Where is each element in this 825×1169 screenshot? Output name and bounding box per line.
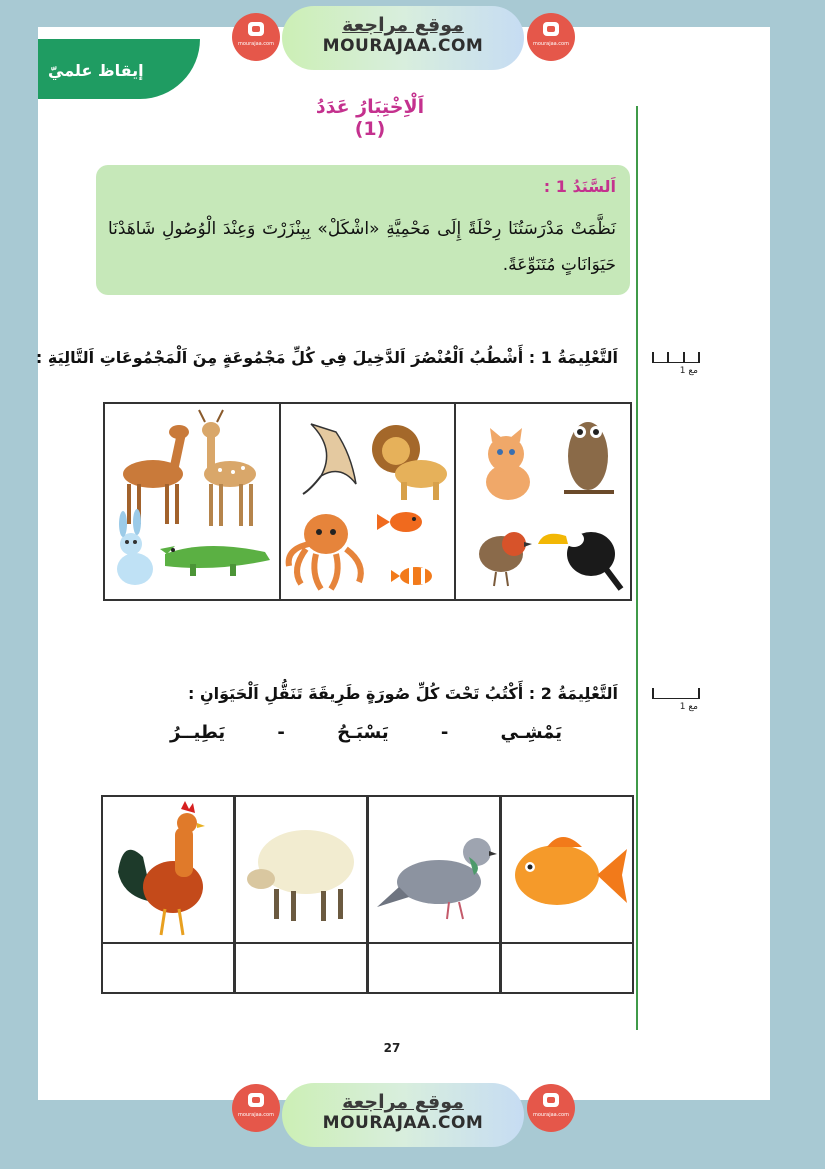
rabbit-icon: [117, 509, 153, 585]
criterion-label-2: مع 1: [679, 702, 698, 712]
answer-box-fish[interactable]: [499, 944, 632, 992]
locomotion-word-bank: [170, 722, 562, 743]
word-flies: يَطِيــرُ: [170, 722, 226, 743]
owl-icon: [564, 422, 614, 492]
group-sea-illustration: [281, 404, 454, 599]
score-box-1[interactable]: [652, 350, 700, 376]
word-walks: يَمْشِـي: [500, 722, 562, 743]
toucan-icon: [538, 531, 621, 589]
footer-banner-url: MOURAJAA.COM: [322, 1113, 484, 1133]
image-cell-rooster: [103, 797, 233, 942]
footer-left-logo-icon: mourajaa.com: [232, 1084, 280, 1132]
rooster-icon: [103, 797, 233, 942]
sanad-box: [96, 165, 630, 295]
pigeon-icon: [369, 797, 499, 942]
test-title: اَلْاِخْتِبَارُ عَدَدُ (1): [315, 96, 425, 140]
margin-divider: [636, 106, 638, 1030]
octopus-icon: [288, 514, 360, 589]
instruction-1: اَلتَّعْلِيمَةُ 1 : أَشْطُبُ اَلْعُنْصُرَ اَلدَّخِيلَ فِي كُلِّ مَجْمُوعَةٍ مِنَ اَلْمَجْمُوعَاتِ اَلتَّالِيَةِ :: [35, 348, 618, 367]
clownfish-icon: [391, 567, 432, 585]
footer-right-logo-icon: mourajaa.com: [527, 1084, 575, 1132]
goldfish-icon: [377, 512, 422, 532]
group-cell-mammals: [105, 404, 279, 599]
crocodile-icon: [160, 546, 270, 576]
answer-box-sheep[interactable]: [233, 944, 366, 992]
group-cell-sea: [279, 404, 455, 599]
kitten-icon: [486, 428, 530, 500]
header-banner-arabic: موقع مراجعة: [342, 14, 464, 36]
answer-box-rooster[interactable]: [103, 944, 233, 992]
word-separator: -: [440, 722, 449, 743]
page-number: 27: [383, 1041, 401, 1055]
deer-icon: [123, 425, 189, 524]
subject-label: إيقاظ علميّ: [48, 61, 144, 80]
groups-grid: [103, 402, 632, 601]
header-banner-url: MOURAJAA.COM: [322, 36, 484, 56]
fish-icon: [502, 797, 632, 942]
image-cell-sheep: [233, 797, 366, 942]
image-cell-fish: [499, 797, 632, 942]
sanad-text: نَظَّمَتْ مَدْرَسَتُنَا رِحْلَةً إِلَى مَحْمِيَّةِ «اشْكَلْ» بِبِنْزَرْتَ وَعِنْدَ الْوُصُولِ شَاهَدْنَا حَيَوَانَاتٍ مُتَنَوِّعَةً.: [108, 219, 616, 275]
answer-boxes-row: [101, 942, 634, 994]
spotted-deer-icon: [199, 410, 256, 526]
word-swims: يَسْبَـحُ: [337, 722, 389, 743]
group-birds-illustration: [456, 404, 629, 599]
manta-ray-icon: [303, 424, 356, 494]
instruction-2: اَلتَّعْلِيمَةُ 2 : أَكْتُبُ تَحْتَ كُلِّ صُورَةٍ طَرِيقَةَ تَنَقُّلِ اَلْحَيَوَانِ :: [188, 684, 618, 703]
score-box-2[interactable]: [652, 686, 700, 712]
left-logo-icon: mourajaa.com: [232, 13, 280, 61]
sheep-icon: [236, 797, 366, 942]
robin-icon: [479, 532, 532, 586]
sanad-heading: اَلسَّنَدُ 1 :: [543, 177, 616, 196]
locomotion-images-row: [101, 795, 634, 944]
word-separator: -: [277, 722, 285, 743]
group-mammals-illustration: [105, 404, 278, 599]
answer-box-pigeon[interactable]: [366, 944, 499, 992]
lion-icon: [372, 425, 447, 500]
header-banner[interactable]: [282, 6, 524, 70]
footer-banner-arabic: موقع مراجعة: [342, 1091, 464, 1113]
right-logo-icon: mourajaa.com: [527, 13, 575, 61]
image-cell-pigeon: [366, 797, 499, 942]
group-cell-birds: [454, 404, 630, 599]
footer-banner[interactable]: [282, 1083, 524, 1147]
criterion-label-1: مع 1: [679, 366, 698, 376]
